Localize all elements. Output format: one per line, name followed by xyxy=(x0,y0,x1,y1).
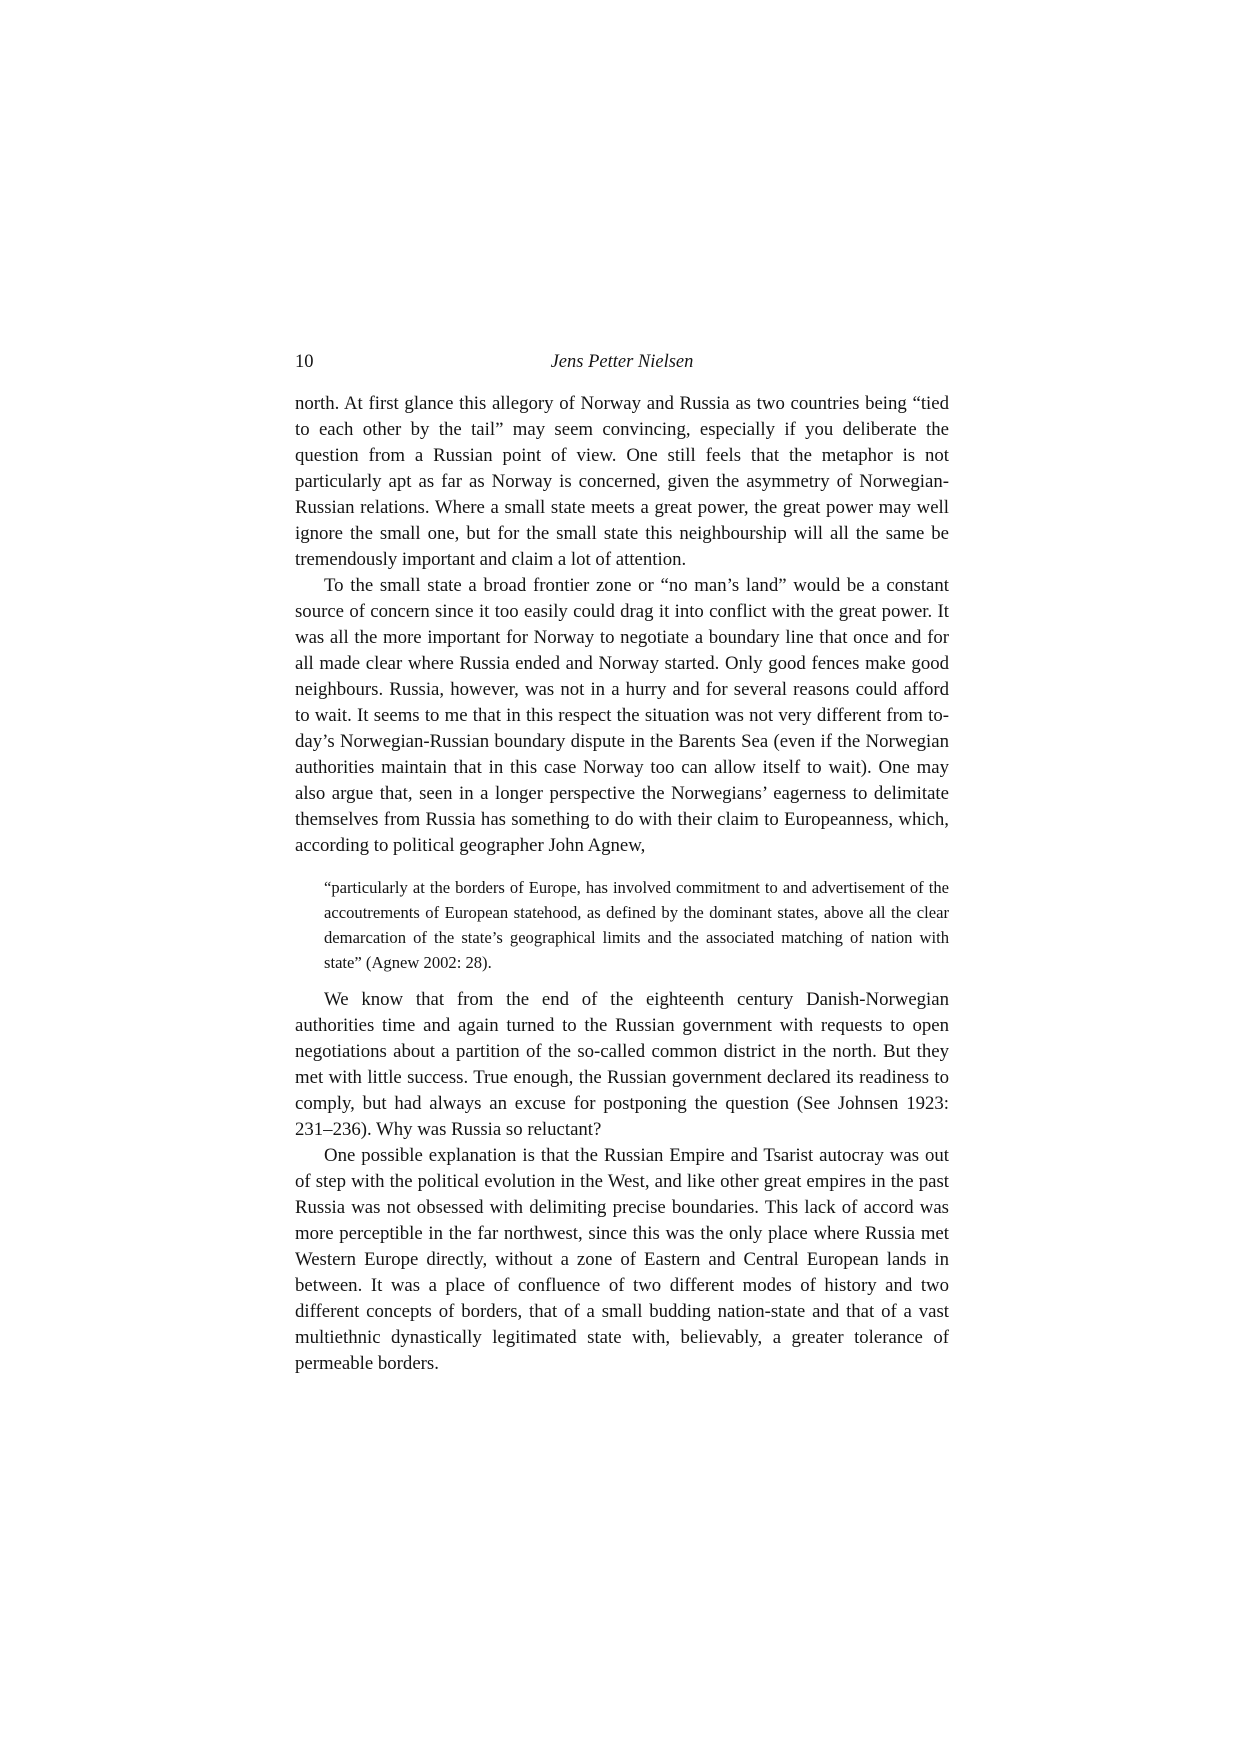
body-text xyxy=(295,391,949,1377)
paragraph-3: We know that from the end of the eighteenth century Danish-Norwegian authorities time and again turned to the Russian government with requests to open negotiations about a partition of the so-called common district in the north. But they met with little success. True enough, the Russian government declared its readiness to comply, but had always an excuse for postponing the question (See Johnsen 1923: 231–236). Why was Russia so reluctant? xyxy=(295,989,949,1140)
paragraph-2: To the small state a broad frontier zone or “no man’s land” would be a constant source of concern since it too easily could drag it into conflict with the great power. It was all the more important for Norway to negotiate a boundary line that once and for all made clear where Russia ended and Norway started. Only good fences make good neighbours. Russia, however, was not in a hurry and for several reasons could afford to wait. It seems to me that in this respect the situation was not very different from to-day’s Norwegian-Russian boundary dispute in the Barents Sea (even if the Norwegian authorities maintain that in this case Norway too can allow itself to wait). One may also argue that, seen in a longer perspective the Norwegians’ eagerness to delimitate themselves from Russia has something to do with their claim to Europeanness, which, according to political geographer John Agnew, xyxy=(295,575,949,856)
running-head: Jens Petter Nielsen xyxy=(550,352,694,372)
page-header xyxy=(295,350,949,380)
page-number: 10 xyxy=(295,352,314,372)
block-quote: “particularly at the borders of Europe, has involved commitment to and advertisement of the accoutrements of European statehood, as defined by the dominant states, above all the clear demarcation of the state’s geographical limits and the associated matching of nation with state” (Agnew 2002: 28). xyxy=(324,878,949,972)
paragraph-4: One possible explanation is that the Russian Empire and Tsarist autocray was out of step with the political evolution in the West, and like other great empires in the past Russia was not obsessed with delimiting precise boundaries. This lack of accord was more perceptible in the far northwest, since this was the only place where Russia met Western Europe directly, without a zone of Eastern and Central European lands in between. It was a place of confluence of two different modes of history and two different concepts of borders, that of a small budding nation-state and that of a vast multiethnic dynastically legitimated state with, believably, a greater tolerance of permeable borders. xyxy=(295,1145,949,1374)
paragraph-1: north. At first glance this allegory of Norway and Russia as two countries being “tied to each other by the tail” may seem convincing, especially if you deliberate the question from a Russian point of view. One still feels that the metaphor is not particularly apt as far as Norway is concerned, given the asymmetry of Norwegian-Russian relations. Where a small state meets a great power, the great power may well ignore the small one, but for the small state this neighbourship will all the same be tremendously important and claim a lot of attention. xyxy=(295,393,949,570)
